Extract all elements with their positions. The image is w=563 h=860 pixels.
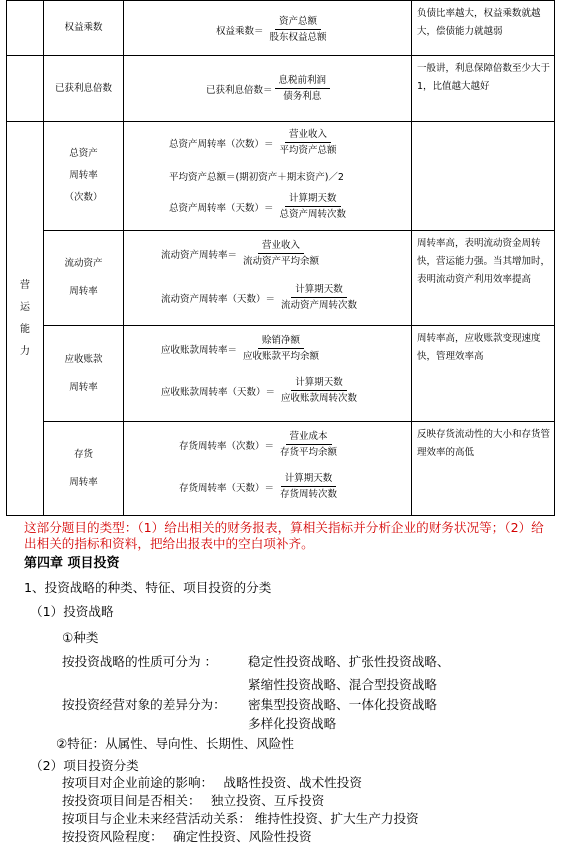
ratio-name-line: 周转率 <box>69 286 98 297</box>
ratio-name <box>44 122 124 231</box>
numerator: 息税前利润 <box>275 74 331 89</box>
fraction <box>276 472 341 501</box>
subsection-heading: （1）投资战略 <box>30 604 114 619</box>
formula <box>169 128 343 157</box>
formula <box>161 376 363 405</box>
kind-value: 密集型投资战略、一体化投资战略 <box>248 697 437 712</box>
fraction <box>266 15 331 44</box>
ratio-name-line: 周转率 <box>69 476 98 488</box>
formula-cell <box>124 231 412 326</box>
note-cell <box>412 122 555 231</box>
formula-lhs: 存货周转率（天数） <box>179 482 265 494</box>
formula <box>161 334 325 363</box>
section-heading: 1、投资战略的种类、特征、项目投资的分类 <box>24 580 272 595</box>
ratio-name-text: 已获利息倍数 <box>54 82 112 94</box>
formula-cell <box>124 1 412 56</box>
formula-cell <box>124 326 412 422</box>
ratio-name-line: 周转率 <box>69 170 98 181</box>
formula-lhs: 权益乘数 <box>216 25 255 37</box>
ratio-name-line: 总资产 <box>69 148 98 159</box>
ratio-name <box>44 231 124 326</box>
formula-lhs: 总资产周转率（天数） <box>169 202 265 214</box>
class-line: 按项目与企业未来经营活动关系： 维持性投资、扩大生产力投资 <box>62 811 419 826</box>
denominator: 应收账款平均余额 <box>243 351 320 362</box>
formula-lhs: 存货周转率（次数） <box>179 440 265 452</box>
formula-lhs: 总资产周转率（次数） <box>169 138 265 150</box>
table-row <box>7 1 555 56</box>
red-note: 这部分题目的类型：（1）给出相关的财务报表，算相关指标并分析企业的财务状况等；（2）给出相关的指标和资料，把给出报表中的空白项补齐。 <box>24 520 544 551</box>
kind-line <box>62 697 226 713</box>
table-row <box>7 122 555 231</box>
equals-sign: ＝ <box>264 440 275 452</box>
formula-cell <box>124 122 412 231</box>
numerator: 营业收入 <box>285 128 331 143</box>
ratio-name <box>44 422 124 516</box>
formula-lhs: 流动资产周转率 <box>161 249 228 261</box>
note-cell: 周转率高，表明流动资金周转快，营运能力强。当其增加时，表明流动资产利用效率提高 <box>412 231 555 326</box>
numerator: 赊销净额 <box>258 334 304 349</box>
kind-label: 按投资经营对象的差异分为： <box>62 697 226 712</box>
ratio-name-line: （次数） <box>64 192 103 203</box>
class-line: 按投资项目间是否相关： 独立投资、互斥投资 <box>62 793 325 808</box>
numerator: 计算期天数 <box>285 192 341 207</box>
fraction <box>239 334 323 363</box>
class-line: 按投资风险程度： 确定性投资、风险性投资 <box>62 829 312 844</box>
formula: 平均资产总额＝(期初资产＋期末资产)／2 <box>169 172 344 183</box>
numerator: 计算期天数 <box>291 376 347 391</box>
ratio-name <box>44 326 124 422</box>
ratio-name-line: 流动资产 <box>64 258 103 269</box>
note-cell: 周转率高，应收账款变现速度快，管理效率高 <box>412 326 555 422</box>
fraction <box>276 192 351 221</box>
note-cell: 一般讲，利息保障倍数至少大于 1，比值越大越好 <box>412 56 555 122</box>
category-label: 营运能力 <box>20 279 30 357</box>
equals-sign: ＝ <box>227 344 238 356</box>
formula <box>206 74 332 103</box>
equals-sign: ＝ <box>265 293 276 305</box>
formula-lhs: 应收账款周转率（天数） <box>161 386 266 398</box>
formula-cell <box>124 56 412 122</box>
fraction <box>277 283 361 312</box>
table-row <box>7 56 555 122</box>
ratio-name: 权益乘数 <box>44 1 124 56</box>
kind-label: 按投资战略的性质可分为 ： <box>62 654 218 669</box>
table-row <box>7 422 555 516</box>
formula <box>179 430 343 459</box>
denominator: 平均资产总额 <box>279 145 337 156</box>
table-row <box>7 326 555 422</box>
empty-cell <box>7 1 44 56</box>
equals-sign: ＝ <box>264 482 275 494</box>
ratio-name-line: 周转率 <box>69 381 98 393</box>
fraction <box>277 376 361 405</box>
fraction <box>275 74 331 103</box>
note-cell: 负债比率越大，权益乘数就越大，偿债能力就越弱 <box>412 1 555 56</box>
denominator: 股东权益总额 <box>269 32 327 43</box>
formula <box>169 192 352 221</box>
ratio-name-line: 存货 <box>73 448 93 460</box>
empty-cell <box>7 56 44 122</box>
class-line: 按项目对企业前途的影响： 战略性投资、战术性投资 <box>62 775 362 790</box>
equals-sign: ＝ <box>254 25 264 37</box>
denominator: 应收账款周转次数 <box>281 393 358 404</box>
numerator: 计算期天数 <box>291 283 347 298</box>
formula-lhs: 已获利息倍数 <box>206 84 264 96</box>
numerator: 资产总额 <box>275 15 321 30</box>
denominator: 流动资产周转次数 <box>281 300 358 311</box>
formula-cell <box>124 422 412 516</box>
formula <box>179 472 343 501</box>
numerator: 营业收入 <box>258 239 304 254</box>
denominator: 总资产周转次数 <box>279 209 347 220</box>
financial-ratio-table <box>6 0 555 516</box>
denominator: 存货平均余额 <box>280 447 338 458</box>
kind-line <box>62 654 217 670</box>
kind-value: 稳定性投资战略、扩张性投资战略、 <box>248 654 450 669</box>
formula <box>216 15 333 44</box>
equals-sign: ＝ <box>227 249 238 261</box>
table-row <box>7 231 555 326</box>
equals-sign: ＝ <box>264 138 274 150</box>
kind-value: 紧缩性投资战略、混合型投资战略 <box>248 677 437 692</box>
formula <box>161 239 325 268</box>
fraction <box>276 128 341 157</box>
chapter-title: 第四章 项目投资 <box>24 556 120 571</box>
denominator: 流动资产平均余额 <box>243 256 320 267</box>
item-heading: ①种类 <box>62 630 99 645</box>
formula-lhs: 流动资产周转率（天数） <box>161 293 266 305</box>
denominator: 存货周转次数 <box>280 489 338 500</box>
note-cell: 反映存货流动性的大小和存货管理效率的高低 <box>412 422 555 516</box>
fraction <box>239 239 323 268</box>
numerator: 计算期天数 <box>281 472 337 487</box>
formula-lhs: 应收账款周转率 <box>161 344 228 356</box>
kind-value: 多样化投资战略 <box>248 716 337 731</box>
equals-sign: ＝ <box>264 202 274 214</box>
fraction <box>276 430 341 459</box>
subsection-heading: （2）项目投资分类 <box>30 758 139 773</box>
denominator: 债务利息 <box>283 91 322 102</box>
item-heading: ②特征：从属性、导向性、长期性、风险性 <box>56 736 294 751</box>
equals-sign: ＝ <box>265 386 276 398</box>
numerator: 营业成本 <box>286 430 332 445</box>
category-cell <box>7 122 44 516</box>
equals-sign: ＝ <box>263 84 273 96</box>
ratio-name <box>44 56 124 122</box>
ratio-name-line: 应收账款 <box>64 353 103 365</box>
formula <box>161 283 363 312</box>
